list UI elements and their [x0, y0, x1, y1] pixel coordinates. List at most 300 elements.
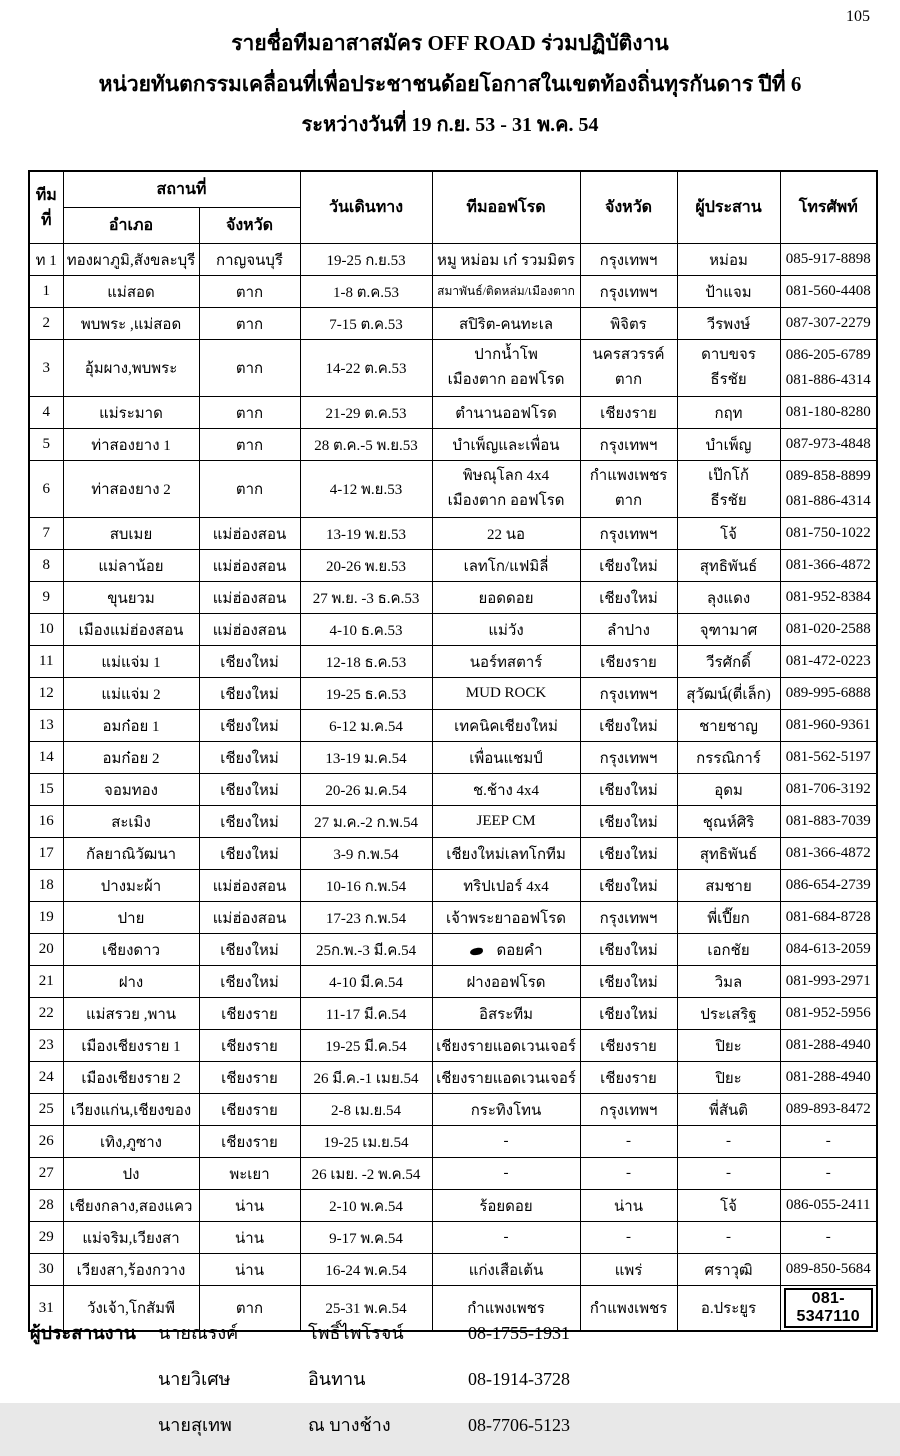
offroad-team-cell: เลทโก/แฟมิลี่	[432, 550, 580, 582]
team-number-cell: 27	[29, 1158, 63, 1190]
phone-cell: 089-995-6888	[780, 678, 877, 710]
offroad-team-cell: ดอยคำ	[432, 934, 580, 966]
table-row	[29, 646, 877, 678]
district-cell: แม่สอด	[63, 276, 199, 308]
team-number-cell: 31	[29, 1286, 63, 1332]
title-line-2: หน่วยทันตกรรมเคลื่อนที่เพื่อประชาชนด้อยโอกาสในเขตท้องถิ่นทุรกันดาร ปีที่ 6	[98, 72, 802, 96]
team-number-cell: 8	[29, 550, 63, 582]
coordinator-cell: สุทธิพันธ์	[677, 550, 780, 582]
travel-date-cell: 14-22 ต.ค.53	[300, 340, 432, 397]
table-row	[29, 966, 877, 998]
phone-cell: 086-055-2411	[780, 1190, 877, 1222]
offroad-team-cell: สมาพันธ์/ติดหล่ม/เมืองตาก	[432, 276, 580, 308]
district-cell: ท่าสองยาง 1	[63, 429, 199, 461]
province-cell: แม่ฮ่องสอน	[199, 518, 300, 550]
team-number-cell: 17	[29, 838, 63, 870]
team-province-cell: น่าน	[580, 1190, 677, 1222]
district-cell: วังเจ้า,โกสัมพี	[63, 1286, 199, 1332]
coordinator-cell: -	[677, 1158, 780, 1190]
district-cell: อุ้มผาง,พบพระ	[63, 340, 199, 397]
phone-cell: 081-366-4872	[780, 550, 877, 582]
header-team-no-line2: ที่	[40, 211, 52, 229]
contact-surname: ณ บางช้าง	[308, 1415, 391, 1435]
coordinator-cell: โจ้	[677, 1190, 780, 1222]
team-province-cell: เชียงใหม่	[580, 966, 677, 998]
header-location: สถานที่	[63, 171, 300, 208]
header-phone: โทรศัพท์	[780, 171, 877, 244]
phone-cell: 086-654-2739	[780, 870, 877, 902]
province-cell: น่าน	[199, 1222, 300, 1254]
header-team-no	[29, 171, 63, 244]
contact-name: นายวิเศษ	[158, 1369, 231, 1389]
header-team-no-line1: ทีม	[35, 186, 57, 204]
district-cell: แม่สรวย ,พาน	[63, 998, 199, 1030]
coordinator-cell: สุทธิพันธ์	[677, 838, 780, 870]
province-cell: เชียงราย	[199, 1030, 300, 1062]
offroad-team-cell: เพื่อนแชมป์	[432, 742, 580, 774]
offroad-team-cell: แก่งเสือเต้น	[432, 1254, 580, 1286]
coordinator-cell: กฤท	[677, 397, 780, 429]
phone-cell: 087-307-2279	[780, 308, 877, 340]
offroad-team-cell: -	[432, 1222, 580, 1254]
province-cell: น่าน	[199, 1254, 300, 1286]
phone-cell: 089-893-8472	[780, 1094, 877, 1126]
district-cell: แม่แจ่ม 2	[63, 678, 199, 710]
phone-cell: 081-883-7039	[780, 806, 877, 838]
province-cell: เชียงราย	[199, 1126, 300, 1158]
coordinator-cell: วีรศักดิ์	[677, 646, 780, 678]
coordinator-cell: เป๊กโก้ ธีรชัย	[677, 461, 780, 518]
travel-date-cell: 12-18 ธ.ค.53	[300, 646, 432, 678]
phone-cell: 085-917-8898	[780, 244, 877, 276]
team-province-cell: แพร่	[580, 1254, 677, 1286]
district-cell: จอมทอง	[63, 774, 199, 806]
team-number-cell: 21	[29, 966, 63, 998]
team-number-cell: 22	[29, 998, 63, 1030]
travel-date-cell: 19-25 ธ.ค.53	[300, 678, 432, 710]
team-number-cell: ท 1	[29, 244, 63, 276]
district-cell: เมืองแม่ฮ่องสอน	[63, 614, 199, 646]
header-province: จังหวัด	[199, 208, 300, 244]
province-cell: ตาก	[199, 276, 300, 308]
coordinator-cell: -	[677, 1126, 780, 1158]
team-province-cell: -	[580, 1158, 677, 1190]
team-province-cell: กำแพงเพชร	[580, 1286, 677, 1332]
team-province-cell: กำแพงเพชร ตาก	[580, 461, 677, 518]
province-cell: เชียงใหม่	[199, 838, 300, 870]
offroad-team-cell: -	[432, 1158, 580, 1190]
offroad-team-cell: ทริปเปอร์ 4x4	[432, 870, 580, 902]
table-row	[29, 340, 877, 397]
travel-date-cell: 2-8 เม.ย.54	[300, 1094, 432, 1126]
offroad-team-cell: ปากน้ำโพ เมืองตาก ออฟโรด	[432, 340, 580, 397]
district-cell: กัลยาณิวัฒนา	[63, 838, 199, 870]
team-number-cell: 19	[29, 902, 63, 934]
district-cell: อมก๋อย 2	[63, 742, 199, 774]
travel-date-cell: 27 พ.ย. -3 ธ.ค.53	[300, 582, 432, 614]
table-row	[29, 742, 877, 774]
province-cell: แม่ฮ่องสอน	[199, 902, 300, 934]
district-cell: แม่ลาน้อย	[63, 550, 199, 582]
team-province-cell: เชียงใหม่	[580, 934, 677, 966]
team-number-cell: 23	[29, 1030, 63, 1062]
team-province-cell: เชียงราย	[580, 646, 677, 678]
province-cell: เชียงใหม่	[199, 966, 300, 998]
phone-cell: -	[780, 1126, 877, 1158]
travel-date-cell: 3-9 ก.พ.54	[300, 838, 432, 870]
phone-cell: 081-020-2588	[780, 614, 877, 646]
team-number-cell: 1	[29, 276, 63, 308]
table-row	[29, 1062, 877, 1094]
contact-name: นายณรงค์	[158, 1323, 239, 1343]
district-cell: ท่าสองยาง 2	[63, 461, 199, 518]
travel-date-cell: 25ก.พ.-3 มี.ค.54	[300, 934, 432, 966]
table-row	[29, 276, 877, 308]
coordinator-cell: วิมล	[677, 966, 780, 998]
province-cell: ตาก	[199, 397, 300, 429]
district-cell: เชียงกลาง,สองแคว	[63, 1190, 199, 1222]
travel-date-cell: 11-17 มี.ค.54	[300, 998, 432, 1030]
travel-date-cell: 28 ต.ค.-5 พ.ย.53	[300, 429, 432, 461]
contact-phone: 08-1914-3728	[468, 1369, 570, 1389]
offroad-team-cell: เทคนิคเชียงใหม่	[432, 710, 580, 742]
province-cell: แม่ฮ่องสอน	[199, 582, 300, 614]
offroad-team-cell: ตำนานออฟโรด	[432, 397, 580, 429]
team-province-cell: เชียงใหม่	[580, 582, 677, 614]
district-cell: พบพระ ,แม่สอด	[63, 308, 199, 340]
coordinator-cell: พี่เปี๊ยก	[677, 902, 780, 934]
coordinator-cell: ดาบขจร ธีรชัย	[677, 340, 780, 397]
offroad-team-cell: ยอดดอย	[432, 582, 580, 614]
district-cell: เชียงดาว	[63, 934, 199, 966]
team-province-cell: เชียงใหม่	[580, 870, 677, 902]
team-number-cell: 16	[29, 806, 63, 838]
phone-cell: -	[780, 1158, 877, 1190]
phone-cell: 081-993-2971	[780, 966, 877, 998]
phone-cell: 081-684-8728	[780, 902, 877, 934]
team-province-cell: เชียงใหม่	[580, 550, 677, 582]
offroad-team-cell: พิษณุโลก 4x4 เมืองตาก ออฟโรด	[432, 461, 580, 518]
team-number-cell: 10	[29, 614, 63, 646]
bold-phone-value: 081-5347110	[784, 1288, 874, 1328]
team-number-cell: 20	[29, 934, 63, 966]
team-number-cell: 4	[29, 397, 63, 429]
team-number-cell: 26	[29, 1126, 63, 1158]
table-row	[29, 1126, 877, 1158]
travel-date-cell: 21-29 ต.ค.53	[300, 397, 432, 429]
team-number-cell: 7	[29, 518, 63, 550]
province-cell: กาญจนบุรี	[199, 244, 300, 276]
team-province-cell: นครสวรรค์ ตาก	[580, 340, 677, 397]
province-cell: แม่ฮ่องสอน	[199, 870, 300, 902]
offroad-team-cell: เจ้าพระยาออฟโรด	[432, 902, 580, 934]
coordinator-cell: สมชาย	[677, 870, 780, 902]
travel-date-cell: 4-10 ธ.ค.53	[300, 614, 432, 646]
title-line-1: รายชื่อทีมอาสาสมัคร OFF ROAD ร่วมปฏิบัติงาน	[231, 31, 669, 55]
phone-cell: 081-952-5956	[780, 998, 877, 1030]
table-row	[29, 1158, 877, 1190]
team-province-cell: กรุงเทพฯ	[580, 678, 677, 710]
district-cell: เทิง,ภูซาง	[63, 1126, 199, 1158]
travel-date-cell: 20-26 พ.ย.53	[300, 550, 432, 582]
province-cell: เชียงราย	[199, 1062, 300, 1094]
phone-cell: 081-560-4408	[780, 276, 877, 308]
team-number-cell: 25	[29, 1094, 63, 1126]
province-cell: ตาก	[199, 340, 300, 397]
contact-phone: 08-1755-1931	[468, 1323, 570, 1343]
table-row	[29, 550, 877, 582]
travel-date-cell: 9-17 พ.ค.54	[300, 1222, 432, 1254]
district-cell: ฝาง	[63, 966, 199, 998]
phone-cell: 089-850-5684	[780, 1254, 877, 1286]
coordinator-cell: โจ้	[677, 518, 780, 550]
coordinator-cell: ปิยะ	[677, 1062, 780, 1094]
district-cell: เวียงสา,ร้องกวาง	[63, 1254, 199, 1286]
table-row	[29, 518, 877, 550]
travel-date-cell: 16-24 พ.ค.54	[300, 1254, 432, 1286]
table-row	[29, 998, 877, 1030]
team-province-cell: เชียงใหม่	[580, 806, 677, 838]
ink-blot-mark-icon	[469, 947, 483, 956]
coordinator-cell: กรรณิการ์	[677, 742, 780, 774]
phone-cell: 089-858-8899 081-886-4314	[780, 461, 877, 518]
travel-date-cell: 6-12 ม.ค.54	[300, 710, 432, 742]
phone-cell: 081-952-8384	[780, 582, 877, 614]
district-cell: ขุนยวม	[63, 582, 199, 614]
team-province-cell: กรุงเทพฯ	[580, 1094, 677, 1126]
offroad-team-cell: ช.ช้าง 4x4	[432, 774, 580, 806]
offroad-team-cell: ฝางออฟโรด	[432, 966, 580, 998]
table-row	[29, 614, 877, 646]
team-province-cell: กรุงเทพฯ	[580, 429, 677, 461]
district-cell: ปาย	[63, 902, 199, 934]
phone-cell: 084-613-2059	[780, 934, 877, 966]
table-row	[29, 429, 877, 461]
province-cell: น่าน	[199, 1190, 300, 1222]
offroad-team-cell: เชียงใหม่เลทโกทีม	[432, 838, 580, 870]
table-row	[29, 806, 877, 838]
travel-date-cell: 2-10 พ.ค.54	[300, 1190, 432, 1222]
travel-date-cell: 7-15 ต.ค.53	[300, 308, 432, 340]
travel-date-cell: 13-19 พ.ย.53	[300, 518, 432, 550]
header-offroad-team: ทีมออฟโรด	[432, 171, 580, 244]
team-number-cell: 11	[29, 646, 63, 678]
offroad-team-cell: แม่วัง	[432, 614, 580, 646]
team-province-cell: เชียงใหม่	[580, 998, 677, 1030]
phone-cell: 087-973-4848	[780, 429, 877, 461]
table-row	[29, 582, 877, 614]
team-number-cell: 12	[29, 678, 63, 710]
coordinator-cell: -	[677, 1222, 780, 1254]
offroad-team-cell: JEEP CM	[432, 806, 580, 838]
travel-date-cell: 26 มี.ค.-1 เมย.54	[300, 1062, 432, 1094]
coordinator-cell: ศราวุฒิ	[677, 1254, 780, 1286]
team-province-cell: เชียงราย	[580, 397, 677, 429]
coordinator-cell: อุดม	[677, 774, 780, 806]
table-row	[29, 934, 877, 966]
contact-name: นายสุเทพ	[158, 1415, 232, 1435]
province-cell: ตาก	[199, 1286, 300, 1332]
travel-date-cell: 10-16 ก.พ.54	[300, 870, 432, 902]
province-cell: เชียงใหม่	[199, 934, 300, 966]
contact-surname: โพธิ์ไพโรจน์	[308, 1323, 404, 1343]
district-cell: เมืองเชียงราย 1	[63, 1030, 199, 1062]
offroad-team-cell: ร้อยดอย	[432, 1190, 580, 1222]
coordinator-cell: ปิยะ	[677, 1030, 780, 1062]
coordinators-footer	[30, 1318, 630, 1456]
table-row	[29, 870, 877, 902]
team-number-cell: 9	[29, 582, 63, 614]
coordinator-cell: เอกชัย	[677, 934, 780, 966]
province-cell: แม่ฮ่องสอน	[199, 614, 300, 646]
team-province-cell: เชียงใหม่	[580, 838, 677, 870]
province-cell: พะเยา	[199, 1158, 300, 1190]
coordinator-cell: พี่สันติ	[677, 1094, 780, 1126]
page-number: 105	[846, 8, 870, 25]
offroad-team-cell: MUD ROCK	[432, 678, 580, 710]
team-province-cell: -	[580, 1126, 677, 1158]
phone-cell: 081-960-9361	[780, 710, 877, 742]
coordinator-cell: ประเสริฐ	[677, 998, 780, 1030]
district-cell: อมก๋อย 1	[63, 710, 199, 742]
team-province-cell: เชียงใหม่	[580, 774, 677, 806]
phone-cell	[780, 1286, 877, 1332]
table-row	[29, 902, 877, 934]
province-cell: ตาก	[199, 461, 300, 518]
table-row	[29, 1254, 877, 1286]
table-row	[29, 710, 877, 742]
district-cell: แม่ระมาด	[63, 397, 199, 429]
offroad-team-cell: เชียงรายแอดเวนเจอร์	[432, 1062, 580, 1094]
team-province-cell: กรุงเทพฯ	[580, 518, 677, 550]
header-district: อำเภอ	[63, 208, 199, 244]
province-cell: ตาก	[199, 308, 300, 340]
province-cell: ตาก	[199, 429, 300, 461]
table-row	[29, 244, 877, 276]
travel-date-cell: 19-25 ก.ย.53	[300, 244, 432, 276]
coordinator-cell: ชายชาญ	[677, 710, 780, 742]
contact-phone: 08-7706-5123	[468, 1415, 570, 1435]
team-province-cell: -	[580, 1222, 677, 1254]
phone-cell: 081-472-0223	[780, 646, 877, 678]
province-cell: เชียงใหม่	[199, 742, 300, 774]
team-number-cell: 15	[29, 774, 63, 806]
team-province-cell: กรุงเทพฯ	[580, 276, 677, 308]
team-number-cell: 2	[29, 308, 63, 340]
team-province-cell: พิจิตร	[580, 308, 677, 340]
travel-date-cell: 4-10 มี.ค.54	[300, 966, 432, 998]
province-cell: แม่ฮ่องสอน	[199, 550, 300, 582]
province-cell: เชียงใหม่	[199, 678, 300, 710]
title-line-3: ระหว่างวันที่ 19 ก.ย. 53 - 31 พ.ค. 54	[301, 114, 599, 136]
offroad-team-cell: บำเพ็ญและเพื่อน	[432, 429, 580, 461]
team-province-cell: กรุงเทพฯ	[580, 742, 677, 774]
team-province-cell: ลำปาง	[580, 614, 677, 646]
district-cell: ปางมะผ้า	[63, 870, 199, 902]
phone-cell: 086-205-6789 081-886-4314	[780, 340, 877, 397]
table-row	[29, 1190, 877, 1222]
team-number-cell: 13	[29, 710, 63, 742]
phone-cell: 081-366-4872	[780, 838, 877, 870]
team-province-cell: เชียงใหม่	[580, 710, 677, 742]
offroad-team-cell: กระทิงโทน	[432, 1094, 580, 1126]
table-row	[29, 774, 877, 806]
province-cell: เชียงใหม่	[199, 710, 300, 742]
coordinator-cell: วีรพงษ์	[677, 308, 780, 340]
travel-date-cell: 4-12 พ.ย.53	[300, 461, 432, 518]
offroad-team-cell: กำแพงเพชร	[432, 1286, 580, 1332]
team-province-cell: กรุงเทพฯ	[580, 244, 677, 276]
phone-cell: 081-750-1022	[780, 518, 877, 550]
coordinator-cell: บำเพ็ญ	[677, 429, 780, 461]
offroad-team-cell: 22 นอ	[432, 518, 580, 550]
team-number-cell: 14	[29, 742, 63, 774]
coordinator-cell: หม่อม	[677, 244, 780, 276]
district-cell: แม่จริม,เวียงสา	[63, 1222, 199, 1254]
coordinator-cell: อ.ประยูร	[677, 1286, 780, 1332]
phone-cell: 081-288-4940	[780, 1062, 877, 1094]
table-row	[29, 678, 877, 710]
province-cell: เชียงใหม่	[199, 646, 300, 678]
table-row	[29, 461, 877, 518]
footer-contact-row	[30, 1364, 630, 1393]
team-number-cell: 6	[29, 461, 63, 518]
team-number-cell: 30	[29, 1254, 63, 1286]
table-row	[29, 1030, 877, 1062]
coordinator-cell: ชุณห์ศิริ	[677, 806, 780, 838]
travel-date-cell: 19-25 มี.ค.54	[300, 1030, 432, 1062]
phone-cell: 081-288-4940	[780, 1030, 877, 1062]
offroad-team-cell: เชียงรายแอดเวนเจอร์	[432, 1030, 580, 1062]
district-cell: สะเมิง	[63, 806, 199, 838]
offroad-team-cell: อิสระทีม	[432, 998, 580, 1030]
team-number-cell: 5	[29, 429, 63, 461]
table-row	[29, 1094, 877, 1126]
district-cell: ทองผาภูมิ,สังขละบุรี	[63, 244, 199, 276]
district-cell: เมืองเชียงราย 2	[63, 1062, 199, 1094]
team-number-cell: 28	[29, 1190, 63, 1222]
travel-date-cell: 13-19 ม.ค.54	[300, 742, 432, 774]
table-row	[29, 1222, 877, 1254]
province-cell: เชียงราย	[199, 998, 300, 1030]
table-row	[29, 308, 877, 340]
province-cell: เชียงใหม่	[199, 774, 300, 806]
travel-date-cell: 25-31 พ.ค.54	[300, 1286, 432, 1332]
coordinator-cell: สุวัฒน์(ตี่เล็ก)	[677, 678, 780, 710]
travel-date-cell: 19-25 เม.ย.54	[300, 1126, 432, 1158]
offroad-team-cell: -	[432, 1126, 580, 1158]
team-province-cell: กรุงเทพฯ	[580, 902, 677, 934]
province-cell: เชียงราย	[199, 1094, 300, 1126]
phone-cell: -	[780, 1222, 877, 1254]
team-province-cell: เชียงราย	[580, 1030, 677, 1062]
contact-surname: อินทาน	[308, 1369, 366, 1389]
team-province-cell: เชียงราย	[580, 1062, 677, 1094]
volunteer-teams-table	[28, 170, 878, 1332]
travel-date-cell: 20-26 ม.ค.54	[300, 774, 432, 806]
coordinator-cell: จุฑามาศ	[677, 614, 780, 646]
team-number-cell: 18	[29, 870, 63, 902]
travel-date-cell: 27 ม.ค.-2 ก.พ.54	[300, 806, 432, 838]
travel-date-cell: 17-23 ก.พ.54	[300, 902, 432, 934]
offroad-team-cell: สปิริต-คนทะเล	[432, 308, 580, 340]
coordinator-cell: ลุงแดง	[677, 582, 780, 614]
district-cell: แม่แจ่ม 1	[63, 646, 199, 678]
table-header	[29, 171, 877, 244]
phone-cell: 081-562-5197	[780, 742, 877, 774]
table-row	[29, 838, 877, 870]
table-row	[29, 397, 877, 429]
